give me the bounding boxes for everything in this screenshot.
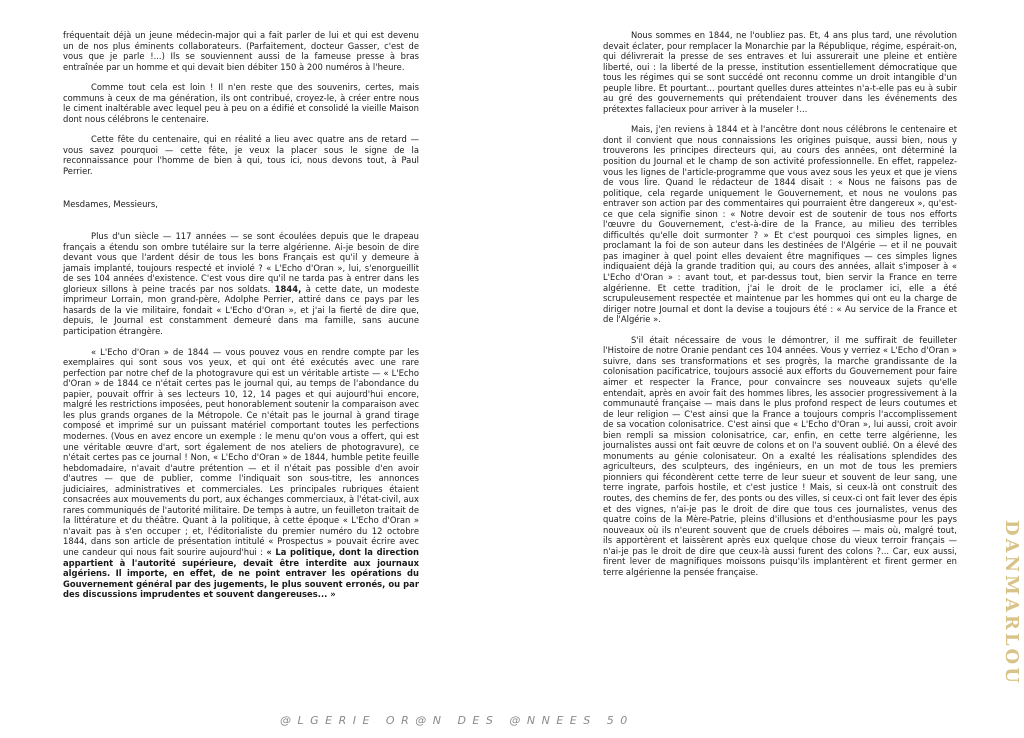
prospectus-quote: « La politique, dont la direction appartient à l'autorité supérieure, devait être interdite aux journaux algériens. Il importe, en effet, de ne point entraver les opérations du Gouvernement général par des jugements, le plus souvent erronés, ou par des discussions imprudentes et souvent dangereuses... »: [63, 546, 419, 600]
right-text-column: [603, 30, 957, 587]
salutation: Mesdames, Messieurs,: [63, 198, 158, 209]
side-credit-watermark: DANMARLOU: [1001, 520, 1022, 686]
paragraph-plus-d-un-siecle-text: Plus d'un siècle — 117 années — se sont écoulées depuis que le drapeau français a étendu son ombre tutélaire sur la terre algérienne. Ai-je besoin de dire devant vous que l'ardent désir de tous les bons Français est qu'il y demeure à jamais implanté, toujours respecté et inviolé ? « L'Echo d'Oran », lui, s'enorgueillit de ses 104 années d'existence. C'est vous dire qu'il ne tarda pas à entrer dans les glorieux sillons à peine tracés par nos soldats.: [63, 231, 419, 294]
paragraph-s-il-etait-necessaire: S'il était nécessaire de vous le démontrer, il me suffirait de feuilleter l'Histoire de notre Oranie pendant ces 104 années. Vous y verriez « L'Echo d'Oran » suivre, dans ses transformations et ses progrès, la marche grandissante de la colonisation pacificatrice, toujours associé aux efforts du Gouvernement pour faire aimer et respecter la France, pour convaincre ses nouveaux sujets qu'elle entendait, après en avoir fait des hommes libres, les associer progressivement à la communauté française — mais dans le plus profond respect de leurs coutumes et de leur religion — C'est ainsi que la France a toujours compris l'accomplissement de sa vocation colonisatrice. C'est ainsi que « L'Echo d'Oran », lui aussi, croit avoir bien rempli sa mission colonisatrice, car, enfin, en cette terre algérienne, les journalistes aussi ont fait œuvre de colons et on l'a souvent oublié. On a élevé des monuments au génie colonisateur. On a exalté les réalisations splendides des agriculteurs, des sculpteurs, des ingénieurs, en un mot de tous les premiers pionniers qui fécondèrent cette terre de leur sueur et souvent de leur sang, une terre ingrate, parfois hostile, et c'est justice ! Mais, si ceux-là ont construit des routes, des chemins de fer, des ponts ou des villes, si ceux-ci ont fait lever des épis et des vignes, n'ai-je pas le droit de dire que tous ces journalistes, venus des quatre coins de la Mère-Patrie, pleins d'illusions et d'enthousiasme pour les pays nouveaux où ils n'eurent souvent que de cruels déboires — mais où, malgré tout, ils apportèrent et laissèrent après eux quelque chose du vieux terroir français — n'ai-je pas le droit de dire que ceux-là aussi furent des colons ?... Car, eux aussi, firent lever de magnifiques moissons puisqu'ils implantèrent et firent germer en terre algérienne la pensée française.: [603, 334, 957, 577]
paragraph-echo-1844: [63, 347, 419, 600]
paragraph-comme-tout-cela: Comme tout cela est loin ! Il n'en reste que des souvenirs, certes, mais communs à ceux de ma génération, ils ont contribué, croyez-le, à créer entre nous le ciment inaltérable avec lequel peu à peu on a édifié et consolidé la vieille Maison dont nous célébrons le centenaire.: [63, 82, 419, 124]
footer-title: @LGERIE OR@N DES @NNEES 50: [280, 714, 634, 727]
left-text-column: [63, 30, 419, 610]
paragraph-fondation-text: à cette date, un modeste imprimeur Lorrain, mon grand-père, Adolphe Perrier, attiré dans ce pays par les hasards de la vie militaire, fondait « L'Echo d'Oran », et j'ai la fierté de dire que, depuis, le Journal est constamment demeuré dans ma famille, sans aucune participation étrangère.: [63, 283, 420, 337]
paragraph-nous-sommes-en-1844: Nous sommes en 1844, ne l'oubliez pas. Et, 4 ans plus tard, une révolution devait éclater, pour remplacer la Monarchie par la République, régime, espérait-on, qui délivrerait la presse de ses entraves et lui assurerait une pleine et entière liberté, oui : la liberté de la presse, institution essentiellement démocratique que tous les régimes qui se sont succédé ont reconnu comme un droit intangible d'un peuple libre. Et pourtant... pourtant quelles dures atteintes n'a-t-elle pas eu à subir au gré des gouvernements qui prétendaient trouver dans les événements des prétextes fallacieux pour arriver à la museler !...: [603, 30, 957, 114]
paragraph-fete-centenaire: Cette fête du centenaire, qui en réalité a lieu avec quatre ans de retard — vous savez pourquoi — cette fête, je veux la placer sous le signe de la reconnaissance pour l'homme de bien à qui, tous ici, nous devons tout, à Paul Perrier.: [63, 134, 419, 177]
paragraph-mais-j-en-reviens: Mais, j'en reviens à 1844 et à l'ancêtre dont nous célébrons le centenaire et dont il convient que nous connaissions les origines puisque, aussi bien, nous y trouverons les principes directeurs qui, au cours des années, ont déterminé la position du Journal et le champ de son activité professionnelle. En effet, rappelez-vous les lignes de l'article-programme que vous avez sous les yeux et que je viens de vous lire. Quand le rédacteur de 1844 disait : « Nous ne faisons pas de politique, cela regarde uniquement le Gouvernement, et nous ne voulons pas entraver son action par des commentaires qui pourraient être dangereux », qu'est-ce que cela signifie sinon : « Notre devoir est de soutenir de tous nos efforts l'œuvre du Gouvernement, c'est-à-dire de la France, au milieu des terribles difficultés qu'elle doit surmonter ? » Et c'est pourquoi ces simples lignes, en proclamant la foi de son auteur dans les destinées de l'Algérie — et il ne pouvait pas imaginer à quel point elles devaient être magnifiques — ces simples lignes indiquaient déjà la grande tradition qui, au cours des années, allait s'imposer à « L'Echo d'Oran » : avant tout, et par-dessus tout, bien servir la France en terre algérienne. Et cette tradition, j'ai le droit de le proclamer ici, elle a été scrupuleusement respectée et maintenue par les hommes qui ont eu la charge de diriger notre Journal et dont la devise a toujours été : « Au service de la France et de l'Algérie ».: [603, 124, 957, 325]
paragraph-echo-1844-text: « L'Echo d'Oran » de 1844 — vous pouvez vous en rendre compte par les exemplaires qui sont sous vos yeux, et qui ont été exécutés avec une rare perfection par notre chef de la photogravure qui est un véritable artiste — « L'Echo d'Oran » de 1844 ce n'était certes pas le journal qui, au temps de l'abondance du papier, pouvait offrir à ses lecteurs 10, 12, 14 pages et qui aujourd'hui encore, malgré les restrictions imposées, peut honorablement soutenir la comparaison avec les plus grands organes de la Métropole. Ce n'était pas le journal à grand tirage composé et imprimé sur un puissant matériel comportant toutes les perfections modernes. (Vous en avez encore un exemple : le menu qu'on vous a offert, qui est une véritable œuvre d'art, sort également de nos ateliers de photogravure), ce n'était certes pas ce journal ! Non, « L'Echo d'Oran » de 1844, humble petite feuille hebdomadaire, n'avait d'autre prétention — et il n'était pas possible d'en avoir d'autres — que de publier, comme l'indiquait son sous-titre, les annonces judiciaires, administratives et commerciales. Les principales rubriques étaient consacrées aux mouvements du port, aux échanges commerciaux, à l'état-civil, aux rares communiqués de l'autorité militaire. De temps à autre, un feuilleton traitait de la littérature et du théâtre. Quant à la politique, à cette époque « L'Echo d'Oran » n'avait pas à s'en occuper ; et, l'éditorialiste du premier numéro du 12 octobre 1844, dans son article de présentation intitulé « Prospectus » pouvait écrire avec une candeur qui nous fait sourire aujourd'hui :: [63, 346, 419, 557]
paragraph-plus-d-un-siecle: [63, 231, 419, 336]
paragraph-gasser: fréquentait déjà un jeune médecin-major qui a fait parler de lui et qui est devenu un de nos plus éminents collaborateurs. (Parfaitement, docteur Gasser, c'est de vous que je parle !...) Ils se souviennent aussi de la fameuse presse à bras entraînée par un homme et qui devait bien débiter 150 à 200 numéros à l'heure.: [63, 30, 419, 72]
year-1844-bold: 1844,: [274, 283, 302, 294]
